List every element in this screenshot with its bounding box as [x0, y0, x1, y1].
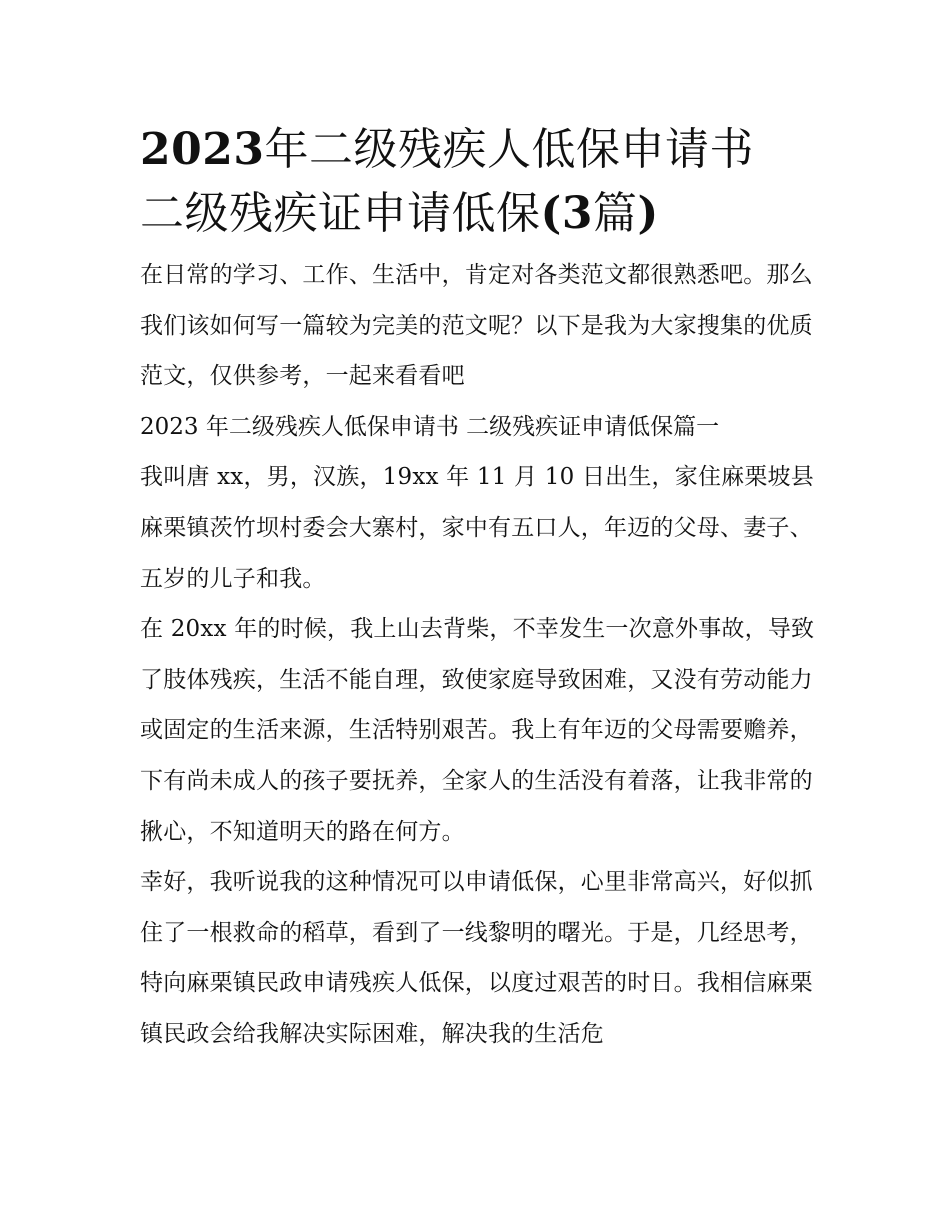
- title-line-2: [140, 182, 815, 246]
- title-count: (3: [540, 188, 593, 239]
- body-paragraph-1: 我叫唐 xx，男，汉族，19xx 年 11 月 10 日出生，家住麻栗坡县麻栗镇茨竹坝村委会大寨村，家中有五口人，年迈的父母、妻子、五岁的儿子和我。: [140, 464, 814, 592]
- section-heading: 2023 年二级残疾人低保申请书 二级残疾证申请低保篇一: [140, 413, 720, 440]
- title-line-2-text: 二级残疾证申请低保: [140, 188, 541, 239]
- body-paragraph-3: 幸好，我听说我的这种情况可以申请低保，心里非常高兴，好似抓住了一根救命的稻草，看到了一线黎明的曙光。于是，几经思考，特向麻栗镇民政申请残疾人低保，以度过艰苦的时日。我相信麻栗镇民政会给我解决实际困难，解决我的生活危: [140, 869, 813, 1047]
- title-count-unit: 篇: [592, 188, 638, 239]
- intro-paragraph: 在日常的学习、工作、生活中，肯定对各类范文都很熟悉吧。那么我们该如何写一篇较为完美的范文呢？以下是我为大家搜集的优质范文，仅供参考，一起来看看吧: [140, 262, 813, 390]
- body-paragraph-2: 在 20xx 年的时候，我上山去背柴，不幸发生一次意外事故，导致了肢体残疾，生活不能自理，致使家庭导致困难，又没有劳动能力或固定的生活来源，生活特别艰苦。我上有年迈的父母需要赡养，下有尚未成人的孩子要抚养，全家人的生活没有着落，让我非常的揪心，不知道明天的路在何方。: [140, 616, 815, 845]
- title-year: 2023: [140, 124, 265, 175]
- title-line-1-text: 年二级残疾人低保申请书: [264, 124, 754, 175]
- title-close-paren: ): [637, 188, 659, 239]
- document-title: [140, 118, 815, 246]
- title-line-1: [140, 118, 815, 182]
- document-page: [140, 118, 815, 1060]
